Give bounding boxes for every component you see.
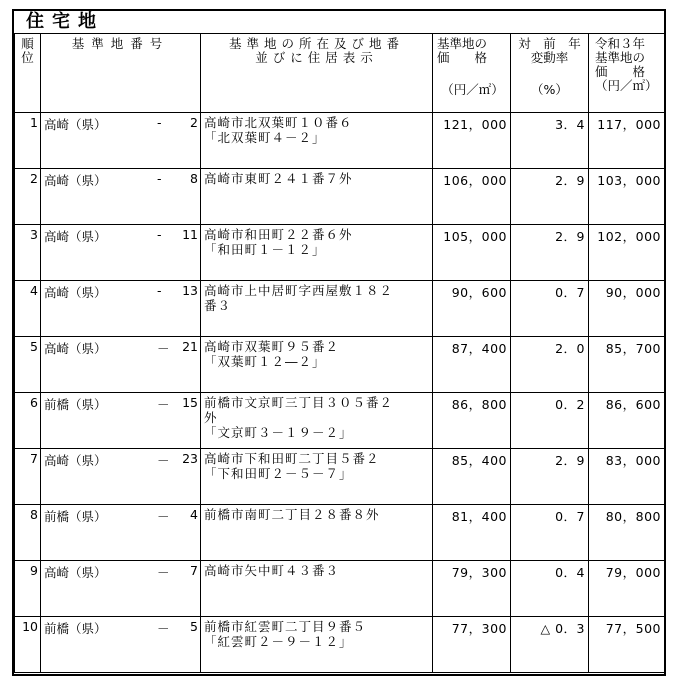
address-line1: 前橋市文京町三丁目３０５番２ <box>204 395 394 410</box>
rank-cell: 4 <box>15 281 41 337</box>
land-price-table <box>14 33 665 673</box>
change-cell: 2．9 <box>511 225 589 281</box>
prev-price-cell: 117，000 <box>589 113 665 169</box>
address-cell <box>201 113 433 169</box>
address-line1: 高崎市上中居町字西屋敷１８２ <box>204 283 394 298</box>
prev-price-cell: 80，800 <box>589 505 665 561</box>
bench-dash: - <box>157 283 162 298</box>
header-price-line2: 価 格 <box>437 50 488 65</box>
bench-dash: - <box>157 227 162 242</box>
header-address-line2: 並びに住居表示 <box>255 50 378 65</box>
page-title: 住宅地 <box>26 11 104 32</box>
rank-cell: 10 <box>15 617 41 673</box>
address-line2: 「紅雲町２－９－１２」 <box>204 634 353 649</box>
change-cell: 0．4 <box>511 561 589 617</box>
change-cell: 3．4 <box>511 113 589 169</box>
address-line2: 「和田町１－１２」 <box>204 242 326 257</box>
bench-seq: 23 <box>182 451 198 466</box>
rank-cell: 8 <box>15 505 41 561</box>
change-cell: △ 0．3 <box>511 617 589 673</box>
bench-seq: 13 <box>182 283 198 298</box>
table-row <box>15 393 665 449</box>
address-line2: 「北双葉町４－２」 <box>204 130 326 145</box>
rank-cell: 7 <box>15 449 41 505</box>
bench-no-cell <box>41 561 201 617</box>
bench-city: 高崎（県） <box>44 173 107 188</box>
change-cell: 2．0 <box>511 337 589 393</box>
address-cell <box>201 225 433 281</box>
header-rank <box>15 34 41 113</box>
address-cell <box>201 561 433 617</box>
price-cell: 121，000 <box>433 113 511 169</box>
price-cell: 87，400 <box>433 337 511 393</box>
bench-city: 高崎（県） <box>44 229 107 244</box>
address-cell <box>201 281 433 337</box>
bench-no-cell <box>41 169 201 225</box>
price-cell: 85，400 <box>433 449 511 505</box>
rank-cell: 1 <box>15 113 41 169</box>
bench-city: 高崎（県） <box>44 453 107 468</box>
prev-price-cell: 103，000 <box>589 169 665 225</box>
prev-price-cell: 85，700 <box>589 337 665 393</box>
address-line1: 高崎市北双葉町１０番６ <box>204 115 353 130</box>
header-price <box>433 34 511 113</box>
bench-dash: － <box>157 397 170 412</box>
table-row <box>15 617 665 673</box>
bench-dash: － <box>157 509 170 524</box>
header-price-line1: 基準地の <box>437 36 488 51</box>
table-row <box>15 281 665 337</box>
prev-price-cell: 77，500 <box>589 617 665 673</box>
bench-city: 前橋（県） <box>44 397 107 412</box>
rank-cell: 3 <box>15 225 41 281</box>
prev-price-cell: 102，000 <box>589 225 665 281</box>
price-cell: 106，000 <box>433 169 511 225</box>
bench-seq: 8 <box>190 171 198 186</box>
header-bench-no: 基準地番号 <box>41 34 201 113</box>
address-cell <box>201 505 433 561</box>
rank-cell: 6 <box>15 393 41 449</box>
bench-no-cell <box>41 337 201 393</box>
table-row <box>15 169 665 225</box>
address-line2: 番３ <box>204 298 232 313</box>
header-rank-line1: 順 <box>21 36 34 51</box>
address-cell <box>201 617 433 673</box>
bench-seq: 21 <box>182 339 198 354</box>
address-line2: 「下和田町２－５－７」 <box>204 466 353 481</box>
bench-dash: － <box>157 453 170 468</box>
bench-city: 高崎（県） <box>44 117 107 132</box>
bench-dash: - <box>157 115 162 130</box>
table-row <box>15 561 665 617</box>
header-prev-line1: 令和３年 <box>595 36 646 51</box>
rank-cell: 5 <box>15 337 41 393</box>
header-change-unit: （%） <box>531 82 568 97</box>
price-cell: 105，000 <box>433 225 511 281</box>
bench-seq: 7 <box>190 563 198 578</box>
price-cell: 81，400 <box>433 505 511 561</box>
header-address <box>201 34 433 113</box>
price-cell: 79，300 <box>433 561 511 617</box>
address-line1: 高崎市下和田町二丁目５番２ <box>204 451 380 466</box>
bench-dash: － <box>157 341 170 356</box>
address-line1: 高崎市双葉町９５番２ <box>204 339 340 354</box>
prev-price-cell: 90，000 <box>589 281 665 337</box>
header-change <box>511 34 589 113</box>
address-cell <box>201 393 433 449</box>
address-line1: 高崎市矢中町４３番３ <box>204 563 340 578</box>
header-prev-unit: （円／㎡） <box>595 78 658 93</box>
bench-dash: － <box>157 621 170 636</box>
bench-seq: 2 <box>190 115 198 130</box>
bench-city: 前橋（県） <box>44 509 107 524</box>
address-line1: 高崎市東町２４１番７外 <box>204 171 353 186</box>
change-cell: 0．7 <box>511 505 589 561</box>
bench-seq: 15 <box>182 395 198 410</box>
bench-no-cell <box>41 225 201 281</box>
bench-seq: 5 <box>190 619 198 634</box>
bench-no-cell <box>41 449 201 505</box>
address-cell <box>201 169 433 225</box>
bench-seq: 4 <box>190 507 198 522</box>
change-cell: 2．9 <box>511 449 589 505</box>
bench-no-cell <box>41 281 201 337</box>
bench-city: 高崎（県） <box>44 341 107 356</box>
header-change-line2: 変動率 <box>530 50 569 65</box>
bench-no-cell <box>41 393 201 449</box>
table-row <box>15 225 665 281</box>
rank-cell: 2 <box>15 169 41 225</box>
bench-no-cell <box>41 505 201 561</box>
address-cell <box>201 449 433 505</box>
header-row <box>15 34 665 113</box>
prev-price-cell: 79，000 <box>589 561 665 617</box>
header-prev-price <box>589 34 665 113</box>
bench-dash: － <box>157 565 170 580</box>
header-rank-line2: 位 <box>21 50 34 65</box>
address-line2: 「双葉町１２―２」 <box>204 354 326 369</box>
table-row <box>15 337 665 393</box>
header-prev-line2: 基準地の <box>595 50 646 65</box>
prev-price-cell: 86，600 <box>589 393 665 449</box>
address-line1: 高崎市和田町２２番６外 <box>204 227 353 242</box>
table-row <box>15 449 665 505</box>
price-cell: 77，300 <box>433 617 511 673</box>
change-cell: 2．9 <box>511 169 589 225</box>
header-prev-line3: 価 格 <box>595 64 646 79</box>
address-line2: 外 <box>204 410 218 425</box>
price-cell: 90，600 <box>433 281 511 337</box>
table-row <box>15 505 665 561</box>
table-row <box>15 113 665 169</box>
change-cell: 0．2 <box>511 393 589 449</box>
price-cell: 86，800 <box>433 393 511 449</box>
address-line3: 「文京町３－１９－２」 <box>204 425 353 440</box>
bench-city: 前橋（県） <box>44 621 107 636</box>
header-price-unit: （円／㎡） <box>441 82 504 97</box>
address-line1: 前橋市紅雲町二丁目９番５ <box>204 619 367 634</box>
bench-city: 高崎（県） <box>44 285 107 300</box>
address-cell <box>201 337 433 393</box>
bench-city: 高崎（県） <box>44 565 107 580</box>
header-change-line1: 対 前 年 <box>518 36 581 51</box>
bench-no-cell <box>41 113 201 169</box>
bench-seq: 11 <box>182 227 198 242</box>
prev-price-cell: 83，000 <box>589 449 665 505</box>
change-cell: 0．7 <box>511 281 589 337</box>
rank-cell: 9 <box>15 561 41 617</box>
bench-dash: - <box>157 171 162 186</box>
bench-no-cell <box>41 617 201 673</box>
header-address-line1: 基準地の所在及び地番 <box>228 36 404 51</box>
address-line1: 前橋市南町二丁目２８番８外 <box>204 507 380 522</box>
